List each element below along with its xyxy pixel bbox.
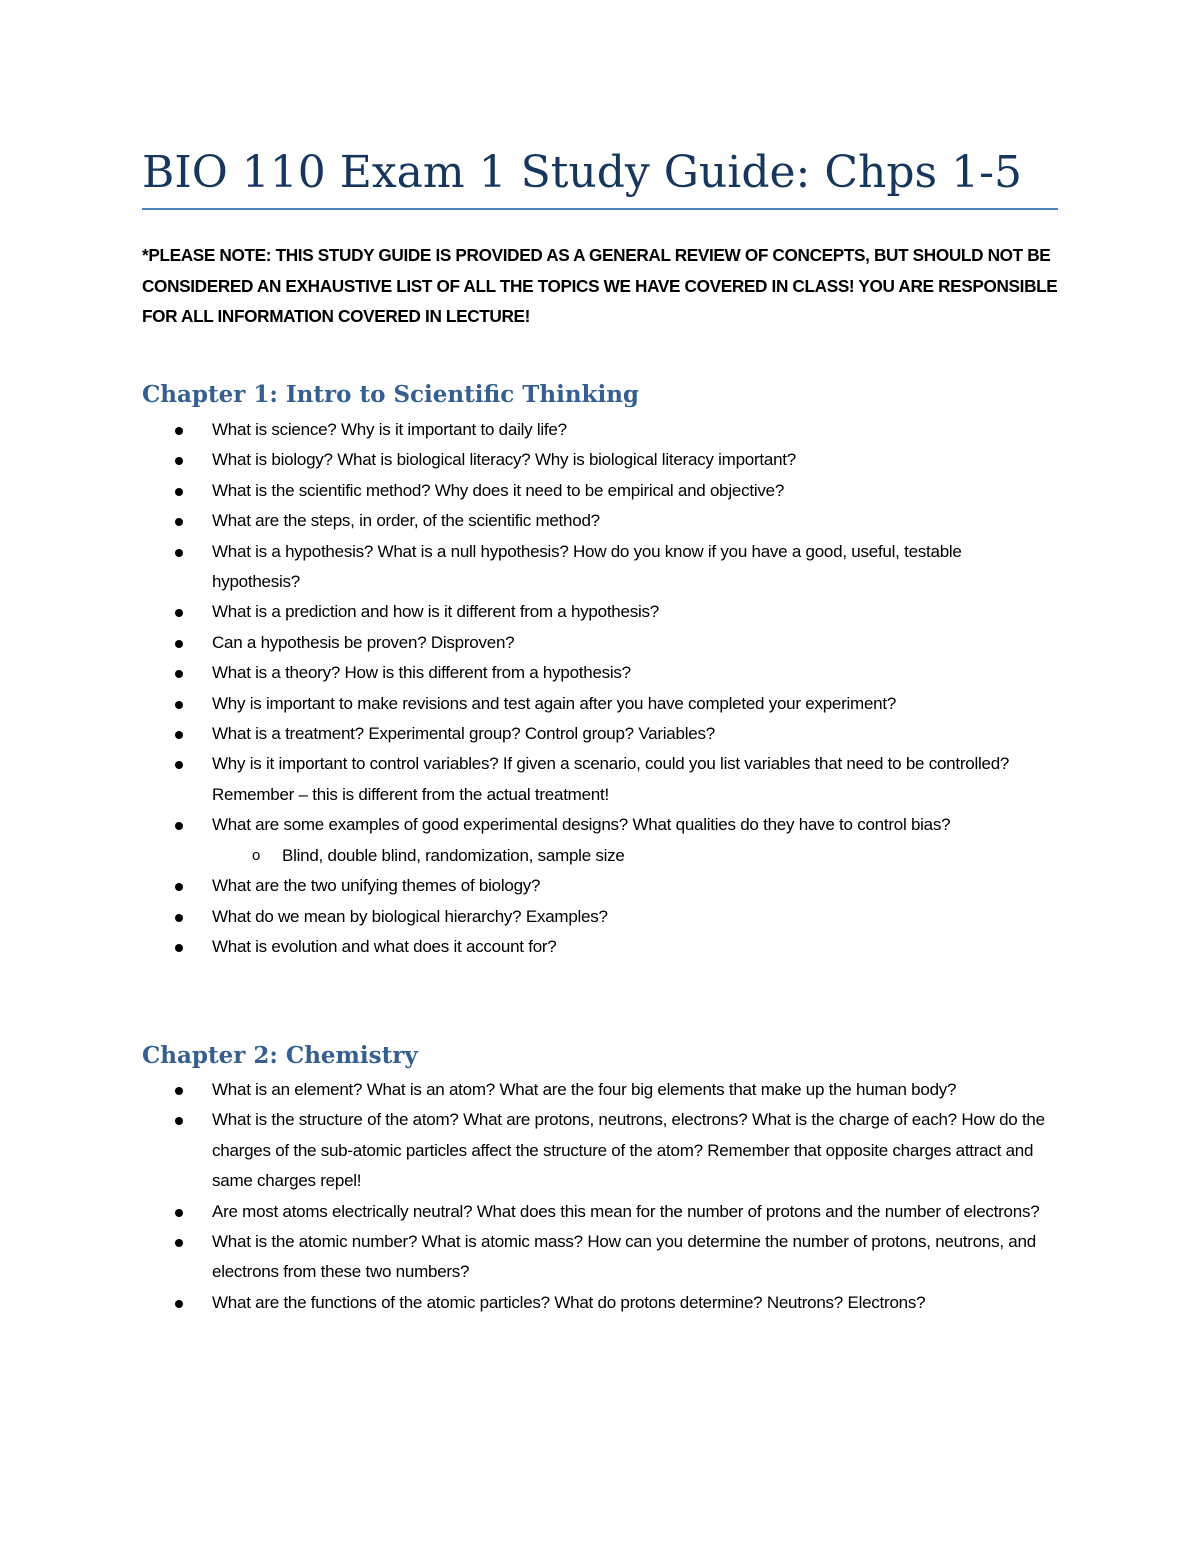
question-text: What is the atomic number? What is atomic mass? How can you determine the number of protons, neutrons, and electrons from these two numbers? [212,1232,1036,1282]
bullet-icon [175,518,183,526]
question-text: Are most atoms electrically neutral? What does this mean for the number of protons and the number of electrons? [212,1201,1040,1221]
question-text: What is a theory? How is this different from a hypothesis? [212,663,631,683]
bullet-icon [175,1239,183,1247]
bullet-icon [175,1117,183,1125]
list-item [142,506,1052,536]
list-item [142,902,1052,932]
bullet-icon [175,1300,183,1308]
document-title: BIO 110 Exam 1 Study Guide: Chps 1-5 [142,147,1022,198]
list-item [142,597,1052,627]
question-text: Can a hypothesis be proven? Disproven? [212,632,515,652]
bullet-icon [175,883,183,891]
question-text: What are some examples of good experimental designs? What qualities do they have to control bias? [212,815,951,835]
bullet-icon [175,761,183,769]
question-text: What is the structure of the atom? What are protons, neutrons, electrons? What is the charge of each? How do the charges of the sub-atomic particles affect the structure of the atom? Remember that opposite charges attract and same charges repel! [212,1110,1045,1191]
question-text: What are the steps, in order, of the scientific method? [212,511,600,531]
question-text: Why is important to make revisions and test again after you have completed your experiment? [212,693,897,713]
chapter-1-heading: Chapter 1: Intro to Scientific Thinking [142,381,640,408]
bullet-icon [175,1087,183,1095]
question-text: What is the scientific method? Why does it need to be empirical and objective? [212,480,785,500]
list-item [142,445,1052,475]
question-text: What is a treatment? Experimental group? Control group? Variables? [212,724,715,744]
sub-list [212,841,1052,871]
bullet-icon [175,670,183,678]
question-text: What is a prediction and how is it different from a hypothesis? [212,602,659,622]
question-text: What is a hypothesis? What is a null hypothesis? How do you know if you have a good, useful, testable hypothesis? [212,541,962,592]
bullet-icon [175,914,183,922]
list-item [142,1197,1052,1227]
bullet-icon [175,944,183,952]
list-item [142,658,1052,688]
list-item [142,1227,1052,1288]
list-item [142,1288,1052,1318]
list-item [142,719,1052,749]
list-item [142,749,1052,810]
chapter-2-heading: Chapter 2: Chemistry [142,1042,418,1069]
bullet-icon [175,609,183,617]
bullet-icon [175,488,183,496]
question-text: What are the two unifying themes of biology? [212,876,541,896]
chapter-2-question-list [142,1075,1062,1318]
bullet-icon [175,1209,183,1217]
sub-list-item [212,841,1052,871]
sub-item-text: Blind, double blind, randomization, sample size [282,845,625,865]
bullet-icon [175,549,183,557]
list-item [142,476,1052,506]
chapter-1-question-list [142,415,1062,962]
bullet-icon [175,822,183,830]
list-item [142,932,1052,962]
question-text: What are the functions of the atomic particles? What do protons determine? Neutrons? Electrons? [212,1292,926,1312]
list-item [142,871,1052,901]
question-text: What is evolution and what does it account for? [212,936,557,956]
list-item [142,810,1052,871]
question-text: What is biology? What is biological literacy? Why is biological literacy important? [212,450,796,470]
question-text: Why is it important to control variables? If given a scenario, could you list variables that need to be controlled? Remember – this is different from the actual treatment! [212,754,1010,804]
bullet-icon [175,427,183,435]
hollow-bullet-icon: o [252,846,261,864]
title-underline-divider [142,208,1058,210]
bullet-icon [175,731,183,739]
list-item [142,537,1052,598]
bullet-icon [175,701,183,709]
list-item [142,415,1052,445]
bullet-icon [175,457,183,465]
disclaimer-note: *PLEASE NOTE: THIS STUDY GUIDE IS PROVIDED AS A GENERAL REVIEW OF CONCEPTS, BUT SHOULD NOT BE CONSIDERED AN EXHAUSTIVE LIST OF ALL THE TOPICS WE HAVE COVERED IN CLASS! YOU ARE RESPONSIBLE FOR ALL INFORMATION COVERED IN LECTURE! [142,245,1058,326]
question-text: What is an element? What is an atom? What are the four big elements that make up the human body? [212,1080,957,1099]
question-text: What do we mean by biological hierarchy? Examples? [212,906,608,926]
bullet-icon [175,640,183,648]
list-item [142,1105,1052,1196]
list-item [142,1075,1052,1105]
list-item [142,628,1052,658]
list-item [142,689,1052,719]
question-text: What is science? Why is it important to daily life? [212,420,567,439]
